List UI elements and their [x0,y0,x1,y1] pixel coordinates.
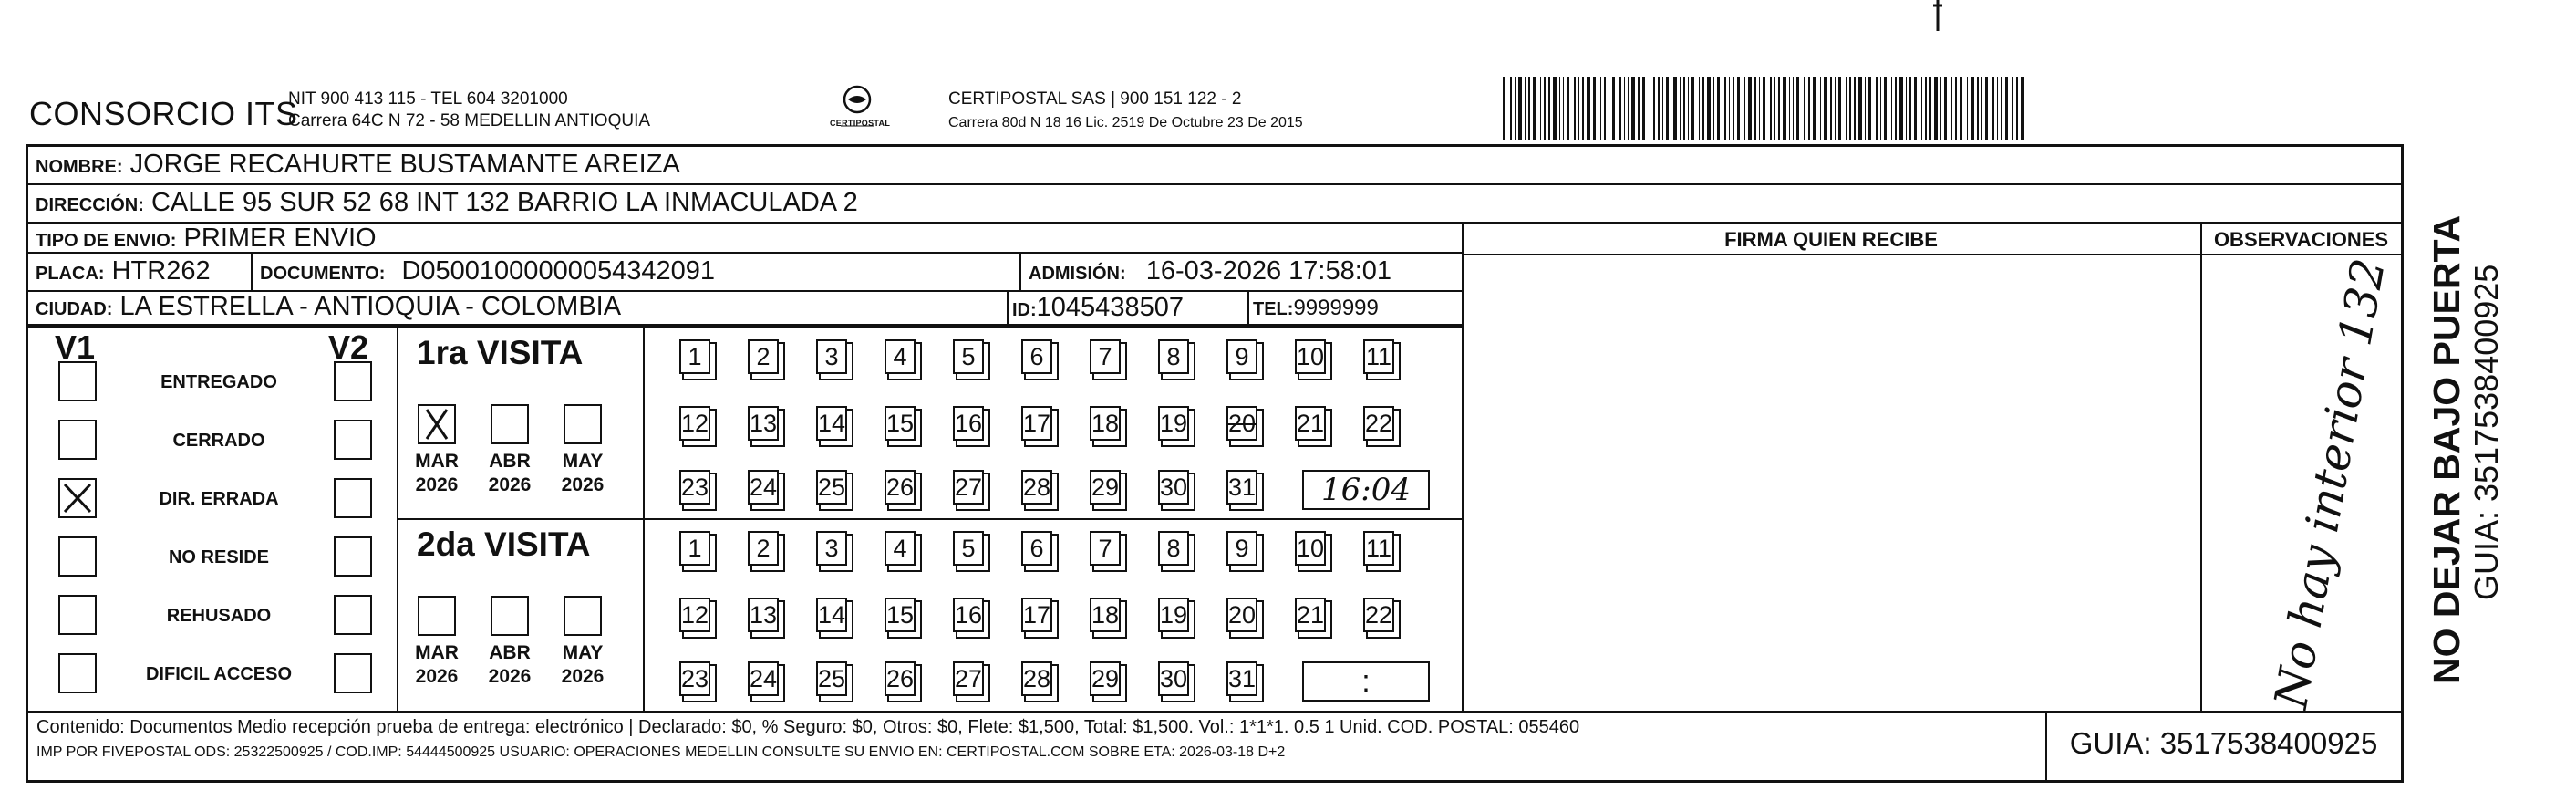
barcode-bar [1638,77,1640,140]
v1-checkbox[interactable] [58,420,97,460]
barcode-bar [1804,77,1805,140]
day-box[interactable]: 7 [1090,339,1121,374]
barcode-bar [1981,77,1982,140]
barcode-bar [1548,77,1550,140]
barcode-bar [1793,77,1794,140]
v2-checkbox[interactable] [334,653,372,693]
barcode-bar [1909,77,1911,140]
year-label: 2026 [415,474,459,495]
divider [1007,292,1009,326]
ciudad-label: CIUDAD: [36,299,113,319]
nombre-row [28,147,2402,185]
barcode-bar [1724,77,1726,140]
day-box[interactable]: 10 [1295,531,1326,566]
barcode-bar [1820,77,1821,140]
barcode-bar [1759,77,1760,140]
logo-caption: CERTIPOSTAL [830,119,891,128]
barcode-bar [1593,77,1596,140]
v1-checkbox[interactable] [58,595,97,635]
carrier-line2: Carrera 80d N 18 16 Lic. 2519 De Octubre 23 De 2015 [948,115,1303,130]
day-box[interactable]: 11 [1363,531,1394,566]
barcode-bar [1662,77,1663,140]
day-box[interactable]: 15 [885,598,916,632]
barcode-bar [1951,77,1952,140]
barcode-bar [1642,77,1645,140]
day-box[interactable]: 27 [953,470,984,505]
day-box[interactable]: 2 [748,531,779,566]
day-box[interactable]: 18 [1090,598,1121,632]
day-box[interactable]: 1 [679,339,710,374]
barcode-bar [1971,77,1974,140]
day-box[interactable]: 28 [1021,661,1052,696]
year-label: 2026 [561,666,605,687]
day-box[interactable]: 11 [1363,339,1394,374]
day-box[interactable]: 25 [816,661,847,696]
side-guia: GUIA: 3517538400925 [2467,264,2505,600]
day-box[interactable]: 15 [885,406,916,441]
time-box[interactable] [1302,470,1430,510]
documento-value: D05001000000054342091 [401,256,715,286]
barcode-bar [1717,77,1720,140]
direccion-row [28,185,2402,224]
day-box[interactable]: 9 [1226,339,1257,374]
day-box[interactable]: 6 [1021,339,1052,374]
barcode-bar [1891,77,1892,140]
barcode-bar [1985,77,1988,140]
barcode-bar [1540,77,1541,140]
year-label: 2026 [415,666,459,687]
day-box[interactable]: 12 [679,598,710,632]
direccion-value: CALLE 95 SUR 52 68 INT 132 BARRIO LA INMACULADA 2 [150,188,858,217]
admision-field [1029,256,1391,286]
day-box[interactable]: 26 [885,661,916,696]
barcode-bar [1729,77,1730,140]
barcode-bar [1673,77,1677,140]
tipo-label: TIPO DE ENVIO: [36,231,177,251]
barcode-bar [1789,77,1790,140]
day-box[interactable]: 5 [953,531,984,566]
v2-checkbox[interactable] [334,361,372,401]
barcode-bar [1955,77,1957,140]
day-box[interactable]: 17 [1021,598,1052,632]
barcode-bar [1702,77,1704,140]
barcode-bar [1884,77,1887,140]
day-box[interactable]: 20 [1226,598,1257,632]
barcode-bar [1683,77,1685,140]
barcode-bar [1934,77,1938,140]
barcode-bar [1518,77,1522,140]
day-box[interactable]: 24 [748,470,779,505]
v2-checkbox[interactable] [334,478,372,518]
barcode-bar [1666,77,1669,140]
documento-label: DOCUMENTO: [260,264,386,284]
barcode-bar [1849,77,1851,140]
barcode-bar [1929,77,1931,140]
day-box[interactable]: 7 [1090,531,1121,566]
barcode-bar [1960,77,1962,140]
status-label: CERRADO [172,431,265,451]
barcode-bar [1600,77,1601,140]
divider [1462,224,1464,711]
barcode-bar [1906,77,1907,140]
barcode-bar [1940,77,1941,140]
status-label: DIR. ERRADA [159,489,279,509]
day-box[interactable]: 1 [679,531,710,566]
admision-label: ADMISIÓN: [1029,264,1126,284]
barcode-bar [1688,77,1689,140]
barcode-bar [1691,77,1694,140]
barcode-bar [1624,77,1625,140]
v1-checkbox[interactable] [58,361,97,401]
firma-header: FIRMA QUIEN RECIBE [1724,228,1938,251]
footer-line1: Contenido: Documentos Medio recepción prueba de entrega: electrónico | Declarado: $0, % Seguro: $0, Otros: $0, Flete: $1,500, Total: $1,500. Vol.: 1*1*1. 0.5 1 Unid. COD. POSTAL: 055460 [36,717,1580,737]
day-box[interactable]: 8 [1158,531,1189,566]
v2-checkbox[interactable] [334,536,372,577]
barcode-bar [1680,77,1681,140]
day-box[interactable]: 28 [1021,470,1052,505]
day-box[interactable]: 12 [679,406,710,441]
barcode-bar [1944,77,1947,140]
v1-checkbox[interactable] [58,536,97,577]
day-box[interactable]: 13 [748,598,779,632]
day-box[interactable]: 31 [1226,470,1257,505]
day-box[interactable]: 26 [885,470,916,505]
id-field [1012,293,1184,323]
status-label: REHUSADO [166,606,272,626]
barcode-bar [1763,77,1765,140]
barcode-bar [1612,77,1615,140]
day-box[interactable]: 17 [1021,406,1052,441]
barcode-bar [1510,77,1512,140]
v2-checkbox[interactable] [334,420,372,460]
barcode-bar [1770,77,1772,140]
time-box[interactable]: : [1302,661,1430,702]
barcode-bar [1865,77,1866,140]
barcode-bar [1967,77,1968,140]
barcode-bar [1835,77,1836,140]
day-box[interactable]: 9 [1226,531,1257,566]
barcode-bar [1977,77,1979,140]
barcode-bar [1559,77,1560,140]
barcode-bar [1553,77,1557,140]
month-checkbox[interactable] [491,596,529,636]
day-box[interactable]: 21 [1295,598,1326,632]
barcode-bar [1515,77,1516,140]
day-box[interactable]: 10 [1295,339,1326,374]
nombre-value: JORGE RECAHURTE BUSTAMANTE AREIZA [129,150,680,179]
barcode-bar [1858,77,1862,140]
day-box[interactable]: 27 [953,661,984,696]
day-box[interactable]: 5 [953,339,984,374]
certipostal-logo-icon [835,84,879,140]
second-visit-title: 2da VISITA [417,525,591,563]
divider [1247,292,1249,326]
barcode-bar [1574,77,1576,140]
nombre-label: NOMBRE: [36,157,123,177]
barcode-bar [2021,77,2024,140]
day-box[interactable]: 19 [1158,598,1189,632]
barcode-bar [2012,77,2013,140]
direccion-label: DIRECCIÓN: [36,195,144,215]
barcode-bar [1658,77,1660,140]
divider [2200,224,2202,711]
day-box[interactable]: 16 [953,598,984,632]
barcode-bar [2016,77,2018,140]
day-box[interactable]: 3 [816,531,847,566]
barcode-bar [1997,77,1998,140]
day-box[interactable]: 4 [885,339,916,374]
company-name: CONSORCIO ITS [29,95,298,132]
barcode-bar [1699,77,1700,140]
month-label: MAY [562,451,604,472]
day-box[interactable]: 14 [816,406,847,441]
barcode-bar [1925,77,1927,140]
barcode-bar [1868,77,1871,140]
day-box[interactable]: 21 [1295,406,1326,441]
day-box[interactable]: 30 [1158,661,1189,696]
status-label: NO RESIDE [168,547,270,567]
observation-handwriting: No hay interior 132 [2264,255,2396,713]
barcode-bar [1796,77,1799,140]
day-box[interactable]: 23 [679,661,710,696]
side-warning: NO DEJAR BAJO PUERTA [2426,214,2467,684]
tel-field [1253,296,1379,321]
status-label: DIFICIL ACCESO [145,664,292,684]
barcode-bar [1830,77,1832,140]
barcode-bar [2001,77,2002,140]
divider [1462,254,2402,255]
tipo-value: PRIMER ENVIO [183,224,377,253]
barcode-bar [1824,77,1827,140]
month-label: MAR [415,642,459,663]
first-visit-title: 1ra VISITA [417,334,584,371]
day-box[interactable]: 18 [1090,406,1121,441]
divider [28,326,1462,328]
month-checkbox[interactable] [491,404,529,444]
barcode-bar [1744,77,1745,140]
month-checkbox[interactable] [564,596,602,636]
barcode-bar [1846,77,1847,140]
barcode-bar [1737,77,1740,140]
x-mark-icon [419,406,454,442]
day-box[interactable]: 4 [885,531,916,566]
day-box[interactable]: 2 [748,339,779,374]
company-line1: NIT 900 413 115 - TEL 604 3201000 [288,89,568,109]
tipo-row [28,224,1462,254]
v1-checkbox[interactable] [58,478,97,518]
footer-guia: GUIA: 3517538400925 [2069,726,2378,760]
v2-checkbox[interactable] [334,595,372,635]
barcode-bar [1783,77,1786,140]
day-label: 20 [1228,410,1257,437]
barcode-bar [1528,77,1530,140]
barcode-bar [1653,77,1655,140]
month-checkbox[interactable] [418,596,456,636]
day-box[interactable]: 23 [679,470,710,505]
day-box[interactable]: 29 [1090,661,1121,696]
month-label: ABR [489,642,531,663]
month-label: MAY [562,642,604,663]
v1-header: V1 [55,328,96,366]
barcode-bar [1604,77,1606,140]
barcode-bar [1563,77,1564,140]
barcode-bar [1733,77,1734,140]
time-handwriting: 16:04 [1321,472,1411,508]
year-label: 2026 [488,666,532,687]
year-label: 2026 [561,474,605,495]
divider [1019,254,1021,292]
status-label: ENTREGADO [160,372,277,392]
barcode-bar [1567,77,1569,140]
barcode-bar [1813,77,1816,140]
day-box[interactable]: 29 [1090,470,1121,505]
x-mark-icon [60,480,95,516]
ciudad-value: LA ESTRELLA - ANTIOQUIA - COLOMBIA [119,292,622,321]
day-box[interactable] [1226,406,1257,441]
footer-line2: IMP POR FIVEPOSTAL ODS: 25322500925 / COD.IMP: 54444500925 USUARIO: OPERACIONES MEDELLIN CONSULTE SU ENVIO EN: CERTIPOSTAL.COM SOBRE ETA: 2026-03-18 D+2 [36,744,1286,760]
barcode-bar [1899,77,1903,140]
placa-label: PLACA: [36,264,105,284]
barcode-bar [1754,77,1756,140]
documento-field [260,256,715,286]
day-box[interactable]: 13 [748,406,779,441]
barcode-bar [1582,77,1584,140]
day-box[interactable]: 31 [1226,661,1257,696]
barcode-bar [2005,77,2008,140]
barcode [1503,77,2232,140]
barcode-bar [1992,77,1994,140]
id-value: 1045438507 [1036,293,1184,322]
barcode-bar [1838,77,1841,140]
barcode-bar [1914,77,1917,140]
barcode-bar [1774,77,1775,140]
barcode-bar [1713,77,1714,140]
id-label: ID: [1012,300,1037,320]
month-checkbox[interactable] [418,404,456,444]
barcode-bar [1631,77,1635,140]
day-box[interactable]: 30 [1158,470,1189,505]
company-line2: Carrera 64C N 72 - 58 MEDELLIN ANTIOQUIA [288,111,651,130]
v1-checkbox[interactable] [58,653,97,693]
day-box[interactable]: 14 [816,598,847,632]
day-box[interactable]: 3 [816,339,847,374]
carrier-line1: CERTIPOSTAL SAS | 900 151 122 - 2 [948,89,1242,109]
barcode-bar [1707,77,1711,140]
day-box[interactable]: 22 [1363,406,1394,441]
barcode-bar [1619,77,1621,140]
stray-mark [1931,0,1944,33]
admision-value: 16-03-2026 17:58:01 [1145,256,1392,286]
divider [397,518,1462,520]
day-box[interactable]: 6 [1021,531,1052,566]
observaciones-header: OBSERVACIONES [2213,228,2389,251]
barcode-bar [1854,77,1856,140]
barcode-bar [1533,77,1536,140]
barcode-bar [1748,77,1752,140]
month-label: ABR [489,451,531,472]
year-label: 2026 [488,474,532,495]
day-box[interactable]: 25 [816,470,847,505]
day-box[interactable]: 8 [1158,339,1189,374]
barcode-bar [1578,77,1579,140]
barcode-bar [1808,77,1810,140]
barcode-bar [1544,77,1546,140]
barcode-bar [1525,77,1526,140]
day-box[interactable]: 24 [748,661,779,696]
barcode-bar [1880,77,1881,140]
day-box[interactable]: 19 [1158,406,1189,441]
day-box[interactable]: 16 [953,406,984,441]
placa-value: HTR262 [111,256,211,286]
barcode-bar [1876,77,1878,140]
barcode-bar [1587,77,1590,140]
barcode-bar [1503,77,1505,140]
barcode-bar [1895,77,1897,140]
barcode-bar [1628,77,1629,140]
v2-header: V2 [328,328,369,366]
divider [251,254,253,292]
month-label: MAR [415,451,459,472]
barcode-bar [1921,77,1922,140]
tel-label: TEL: [1253,299,1294,319]
barcode-bar [1778,77,1780,140]
month-checkbox[interactable] [564,404,602,444]
day-box[interactable]: 22 [1363,598,1394,632]
tel-value: 9999999 [1293,296,1379,320]
